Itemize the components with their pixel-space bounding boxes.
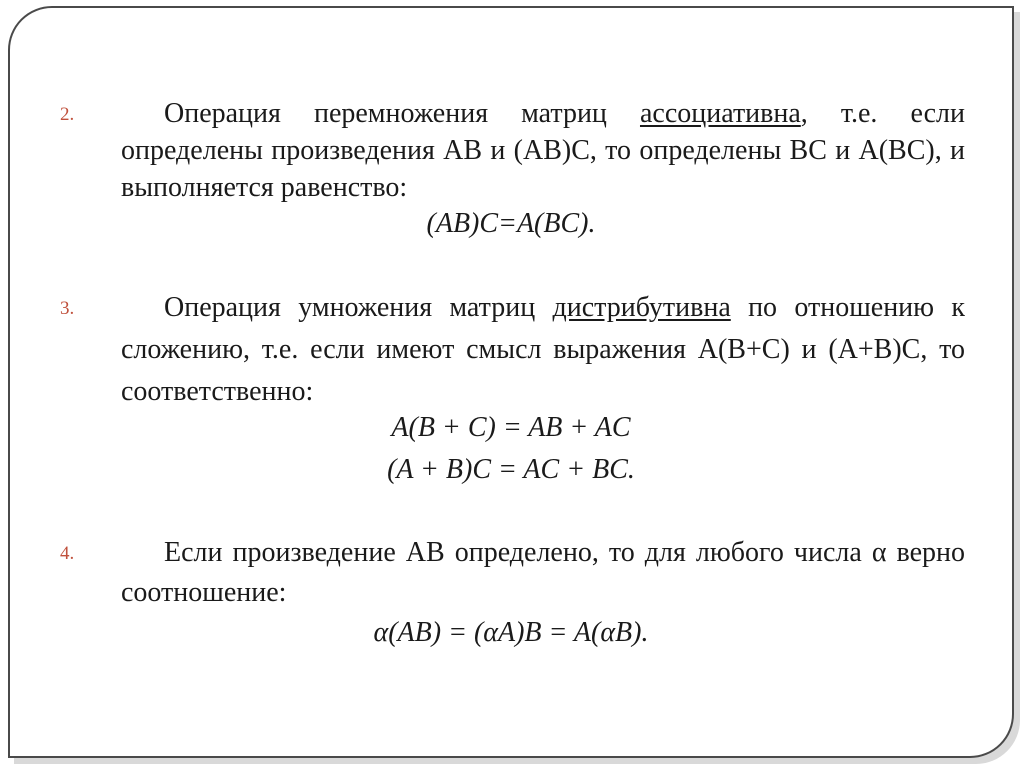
- item-text-after: , т.е. если определены произведения AB и (AB)C, то определены BC и A(BC), и выполняется равенство:: [121, 98, 965, 203]
- formula: α(AB) = (αA)B = A(αB).: [373, 617, 649, 648]
- item-number: 4.: [60, 543, 75, 564]
- item-number: 3.: [60, 298, 75, 319]
- formula: (AB)C=A(BC).: [426, 208, 596, 239]
- item-text: [121, 287, 965, 413]
- item-text: [121, 533, 965, 613]
- item-number: 2.: [60, 104, 75, 125]
- item-text-before: Операция перемножения матриц: [164, 98, 640, 129]
- item-emphasis: дистрибутивна: [552, 292, 731, 323]
- item-text: [121, 95, 965, 206]
- item-text-after: по отношению к сложению, т.е. если имеют смысл выражения A(B+C) и (A+B)C, то соответственно:: [121, 292, 965, 407]
- item-text-before: Если произведение AB определено, то для любого числа α верно соотношение:: [121, 537, 965, 608]
- formula: (A + B)C = AC + BC.: [387, 454, 635, 485]
- formula: A(B + C) = AB + AC: [391, 412, 631, 443]
- item-emphasis: ассоциативна: [639, 98, 801, 129]
- item-text-before: Операция умножения матриц: [164, 292, 553, 323]
